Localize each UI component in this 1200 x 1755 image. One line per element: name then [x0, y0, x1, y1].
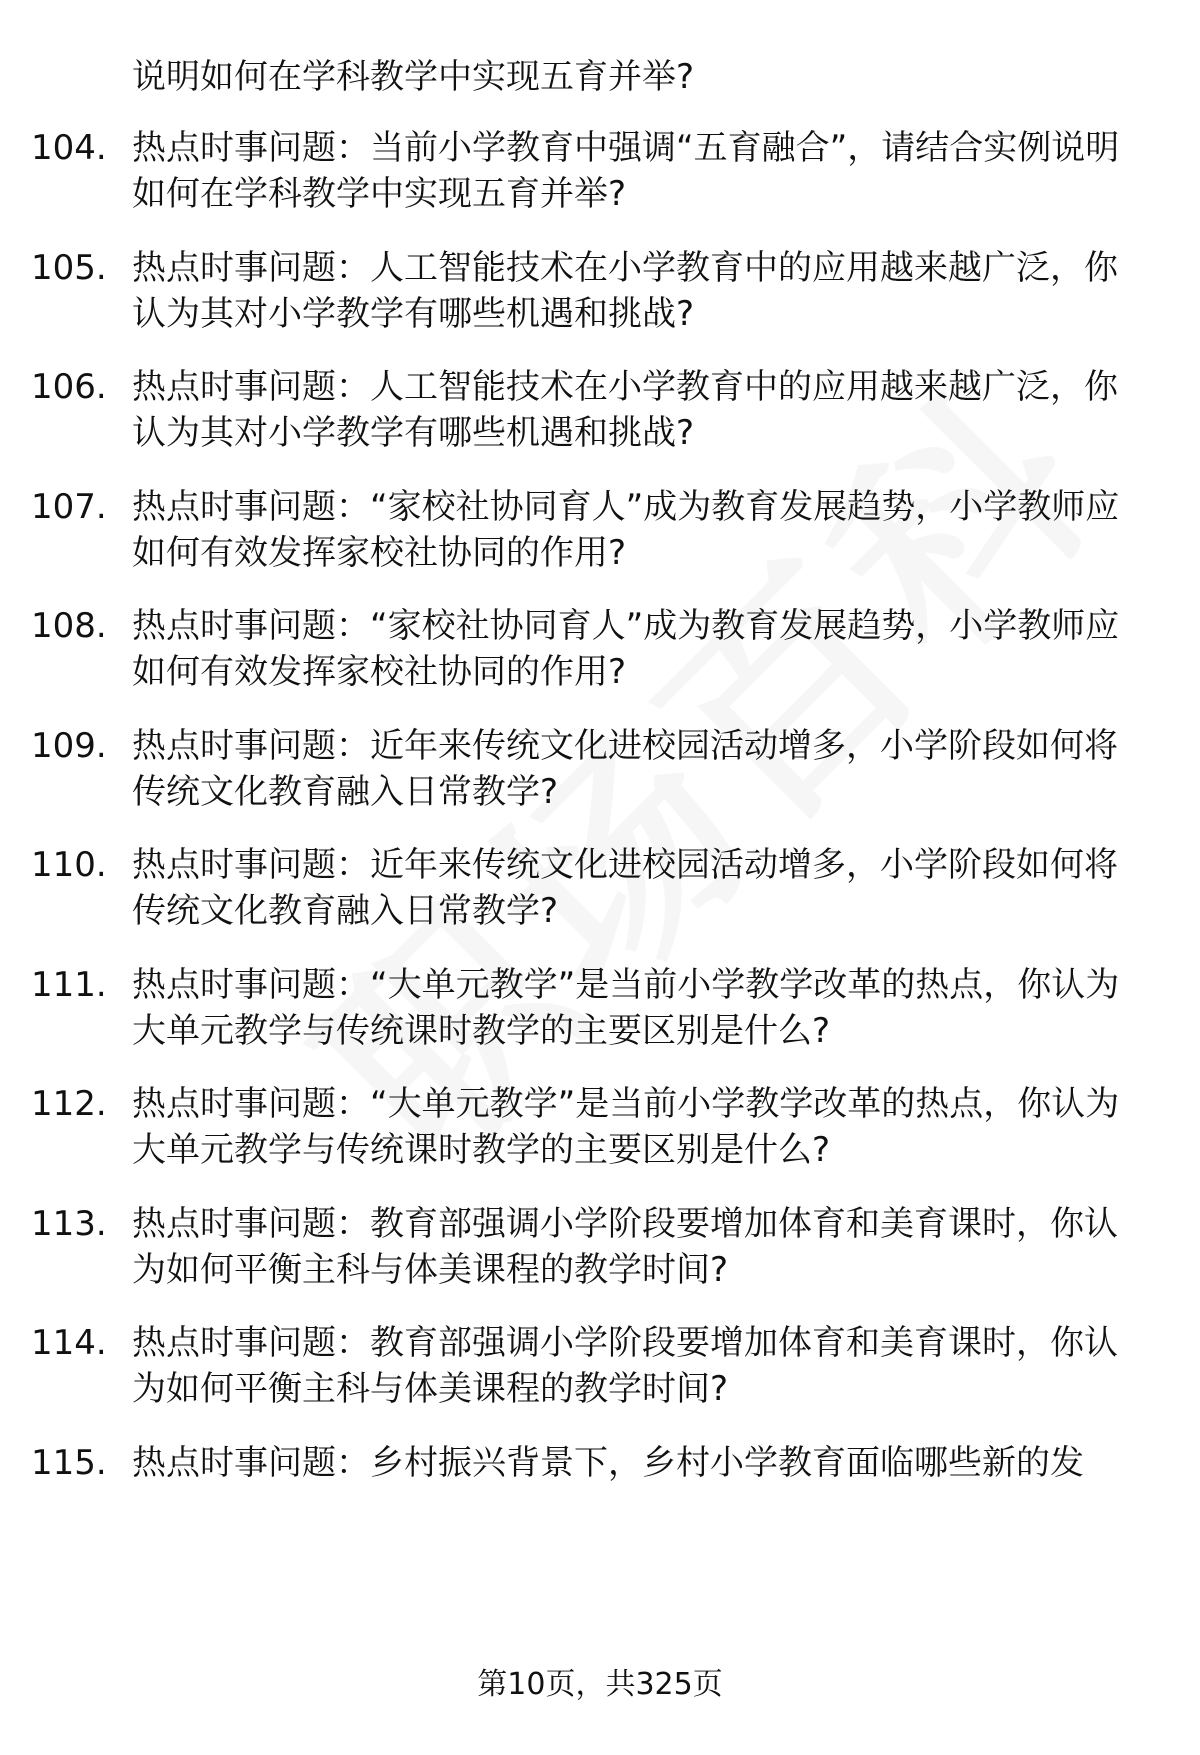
list-item [0, 603, 1200, 703]
question-text: 热点时事问题：“大单元教学”是当前小学教学改革的热点，你认为大单元教学与传统课时教学的主要区别是什么? [132, 965, 1120, 1051]
question-text: 热点时事问题：教育部强调小学阶段要增加体育和美育课时，你认为如何平衡主科与体美课程的教学时间? [132, 1204, 1118, 1290]
list-item [0, 484, 1200, 584]
page-footer: 第10页，共325页 [477, 1667, 723, 1702]
question-text: 热点时事问题：教育部强调小学阶段要增加体育和美育课时，你认为如何平衡主科与体美课程的教学时间? [132, 1323, 1118, 1409]
question-text: 热点时事问题：当前小学教育中强调“五育融合”，请结合实例说明如何在学科教学中实现五育并举? [132, 128, 1120, 214]
list-item [0, 1320, 1200, 1420]
question-text: 热点时事问题：“家校社协同育人”成为教育发展趋势，小学教师应如何有效发挥家校社协同的作用? [132, 487, 1120, 573]
question-text: 热点时事问题：“大单元教学”是当前小学教学改革的热点，你认为大单元教学与传统课时教学的主要区别是什么? [132, 1084, 1120, 1170]
question-number: 107. [31, 487, 107, 527]
question-text: 热点时事问题：人工智能技术在小学教育中的应用越来越广泛，你认为其对小学教学有哪些机遇和挑战? [132, 248, 1118, 334]
list-item [0, 1081, 1200, 1181]
question-text: 热点时事问题：近年来传统文化进校园活动增多，小学阶段如何将传统文化教育融入日常教学? [132, 726, 1118, 812]
question-number: 109. [31, 726, 107, 766]
question-number: 104. [31, 128, 107, 168]
list-item [0, 1440, 1200, 1540]
lead-text: 说明如何在学科教学中实现五育并举? [132, 57, 695, 97]
question-number: 110. [31, 845, 107, 885]
list-item [0, 723, 1200, 823]
question-number: 114. [31, 1323, 107, 1363]
list-item [0, 962, 1200, 1062]
question-number: 115. [31, 1443, 107, 1483]
list-item [0, 364, 1200, 464]
question-number: 108. [31, 606, 107, 646]
question-text: 热点时事问题：近年来传统文化进校园活动增多，小学阶段如何将传统文化教育融入日常教学? [132, 845, 1118, 931]
question-number: 111. [31, 965, 107, 1005]
question-number: 106. [31, 367, 107, 407]
list-item [0, 125, 1200, 225]
list-item [0, 1201, 1200, 1301]
question-text: 热点时事问题：“家校社协同育人”成为教育发展趋势，小学教师应如何有效发挥家校社协同的作用? [132, 606, 1120, 692]
question-number: 105. [31, 248, 107, 288]
question-number: 112. [31, 1084, 107, 1124]
list-item [0, 842, 1200, 942]
question-text: 热点时事问题：乡村振兴背景下，乡村小学教育面临哪些新的发 [132, 1443, 1084, 1483]
question-number: 113. [31, 1204, 107, 1244]
question-text: 热点时事问题：人工智能技术在小学教育中的应用越来越广泛，你认为其对小学教学有哪些机遇和挑战? [132, 367, 1118, 453]
list-item [0, 245, 1200, 345]
